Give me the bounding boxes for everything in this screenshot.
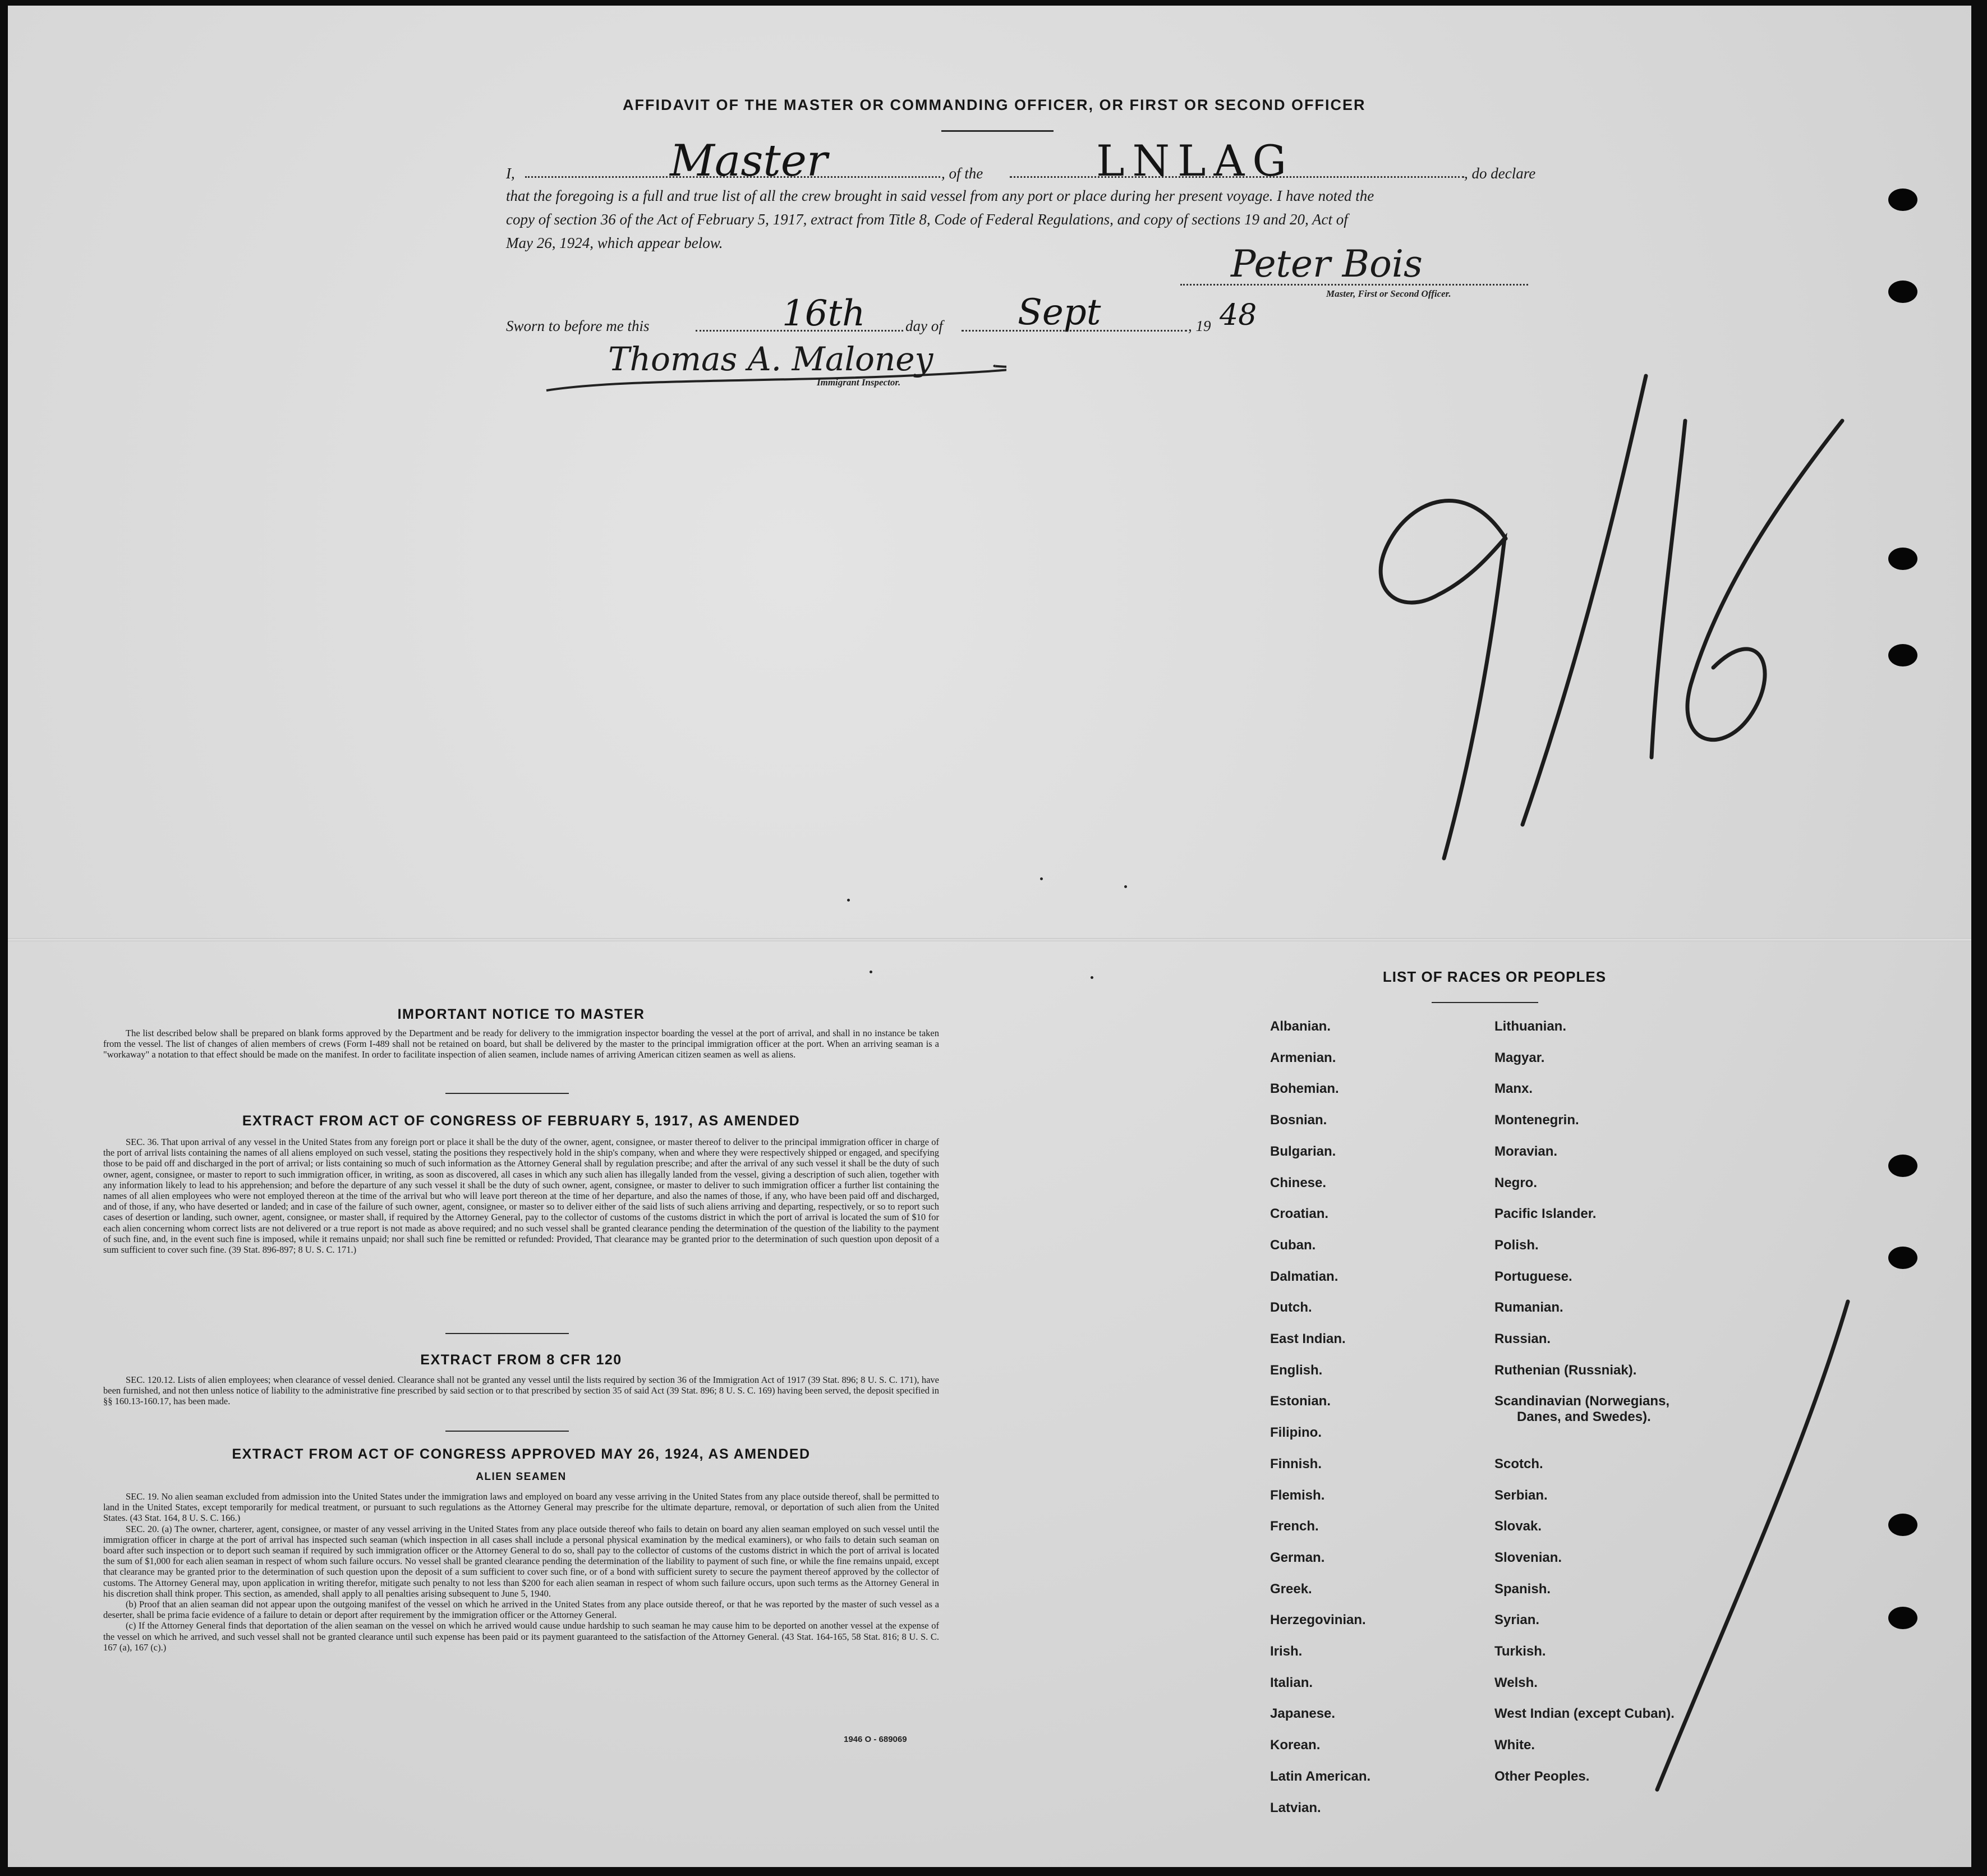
handwritten-annotation bbox=[1326, 353, 1865, 892]
race-item: Albanian. bbox=[1270, 1019, 1331, 1034]
race-item: Russian. bbox=[1494, 1331, 1551, 1346]
notice-body bbox=[103, 1028, 939, 1060]
extract-1917-body bbox=[103, 1137, 939, 1255]
binder-hole bbox=[1888, 1607, 1917, 1629]
extract-1924-body bbox=[103, 1491, 939, 1653]
section-20b-paragraph: (b) Proof that an alien seaman did not appear upon the outgoing manifest of the vessel on which he arrived in the United States from any place outside thereof, or that he was reported by the master of such vessel as a deserter, shall be prima facie evidence of a failure to detain or deport after requirement by the immigration officer or the Attorney General. bbox=[103, 1599, 939, 1621]
race-item: Portuguese. bbox=[1494, 1268, 1572, 1284]
extract-1924-title: EXTRACT FROM ACT OF CONGRESS APPROVED MAY 26, 1924, AS AMENDED bbox=[232, 1446, 811, 1462]
extract-1917-title: EXTRACT FROM ACT OF CONGRESS OF FEBRUARY 5, 1917, AS AMENDED bbox=[242, 1113, 801, 1129]
title-divider bbox=[941, 130, 1054, 132]
races-title: LIST OF RACES OR PEOPLES bbox=[1382, 968, 1607, 985]
notice-title: IMPORTANT NOTICE TO MASTER bbox=[397, 1006, 645, 1022]
race-item: Estonian. bbox=[1270, 1394, 1331, 1409]
races-divider bbox=[1432, 1002, 1538, 1003]
section-20c-paragraph: (c) If the Attorney General finds that deportation of the alien seaman on the vessel on which he arrived would cause undue hardship to such seaman he may cause him to be deported on another vessel at the expense of the vessel on which he arrived, and such vessel shall not be granted clearance until such expense has been paid or its payment guaranteed to the satisfaction of the Attorney General. (43 Stat. 164-165, 58 Stat. 816; 8 U. S. C. 167 (a), 167 (c).) bbox=[103, 1620, 939, 1653]
section-19-paragraph: SEC. 19. No alien seaman excluded from admission into the United States under the immigration laws and employed on board any vesse arriving in the United States from any place outside thereof, shall be permitted to land in the United States, except temporarily for medical treatment, or pursuant to such regulations as the Attorney General may prescribe for the ultimate departure, removal, or deportation of such alien from the United States. (43 Stat. 164, 8 U. S. C. 166.) bbox=[103, 1491, 939, 1524]
section-36-paragraph: SEC. 36. That upon arrival of any vessel in the United States from any foreign port or place it shall be the duty of the owner, agent, consignee, or master thereof to deliver to the principal immigration officer in charge of the port of arrival lists containing the names of all aliens employed on such vessel, stating the positions they respectively hold in the ship's company, when and where they were respectively shipped or engaged, and specifying those to be paid off and discharged in the port of arrival; or lists containing so much of such information as the Attorney General shall by regulation prescribe; and after the arrival of any such vessel it shall be the duty of such owner, agent, consignee, or master to report to such immigration officer, in writing, as soon as discovered, all cases in which any such alien has illegally landed from the vessel, giving a description of such alien, together with any information likely to lead to his apprehension; and before the departure of any such vessel it shall be the duty of such owner, agent, consignee, or master to deliver to such immigration officer a further list containing the names of all alien employees who were not employed thereon at the time of the arrival but who will leave port thereon at the time of her departure, and also the names of those, if any, who have been paid off and discharged, and of those, if any, who have deserted or landed; and in case of the failure of such owner, agent, consignee, or master so to deliver either of the said lists of such aliens arriving and departing, respectively, or so to report such cases of desertion or landing, such owner, agent, consignee, or master shall, if required by the Attorney General, pay to the collector of customs of the customs district in which the port of arrival is located the sum of $10 for each alien concerning whom correct lists are not delivered or a true report is not made as above required; and no such vessel shall be granted clearance pending the determination of the question of the liability to the payment of such fine, and, in the event such fine is imposed, while it remains unpaid; nor shall such fine be remitted or refunded: Provided, That clearance may be granted prior to the determination of such question upon deposit of a sum sufficient to cover such fine. (39 Stat. 896-897; 8 U. S. C. 171.) bbox=[103, 1137, 939, 1256]
race-item: West Indian (except Cuban). bbox=[1494, 1706, 1675, 1722]
document-page bbox=[8, 6, 1971, 1867]
race-item: Italian. bbox=[1270, 1675, 1313, 1690]
race-item: Chinese. bbox=[1270, 1175, 1327, 1190]
race-item: Moravian. bbox=[1494, 1143, 1558, 1159]
race-item: Syrian. bbox=[1494, 1612, 1540, 1628]
alien-seamen-subtitle: ALIEN SEAMEN bbox=[476, 1471, 567, 1483]
affidavit-line-4: May 26, 1924, which appear below. bbox=[506, 234, 723, 251]
race-item: Magyar. bbox=[1494, 1050, 1545, 1065]
speck bbox=[847, 899, 850, 902]
year-suffix: 48 bbox=[1220, 298, 1257, 332]
race-item: Latvian. bbox=[1270, 1800, 1321, 1815]
master-signature: Peter Bois bbox=[1231, 242, 1423, 286]
section-120-paragraph: SEC. 120.12. Lists of alien employees; when clearance of vessel denied. Clearance shall not be granted any vessel until the lists required by section 36 of the Immigration Act of 1917 (39 Stat. 896; 8 U. S. C. 171), have been furnished, and not then unless notice of liability to the administrative fine prescribed by said section or to that prescribed by section 35 of said Act (39 Stat. 896; 8 U. S. C. 169) having been served, the deposit specified in §§ 160.13-160.17, has been made. bbox=[103, 1374, 939, 1407]
race-item: White. bbox=[1494, 1737, 1535, 1753]
master-signature-line bbox=[1180, 284, 1528, 286]
speck bbox=[1091, 976, 1093, 979]
race-item: Montenegrin. bbox=[1494, 1112, 1579, 1128]
race-item: English. bbox=[1270, 1362, 1323, 1378]
race-item: Greek. bbox=[1270, 1581, 1312, 1597]
affidavit-title: AFFIDAVIT OF THE MASTER OR COMMANDING OFFICER, OR FIRST OR SECOND OFFICER bbox=[623, 96, 1366, 113]
race-item: Croatian. bbox=[1270, 1206, 1329, 1222]
master-caption: Master, First or Second Officer. bbox=[1326, 288, 1451, 299]
race-item: German. bbox=[1270, 1549, 1325, 1565]
print-code: 1946 O - 689069 bbox=[844, 1735, 907, 1744]
section-20a-paragraph: SEC. 20. (a) The owner, charterer, agent, consignee, or master of any vessel arriving in the United States from any place outside thereof who fails to detain on board any alien seaman employed on such vessel until the immigration officer in charge at the port of arrival has inspected such seaman (which inspection in all cases shall include a personal physical examination by the medical examiners), or who fails to detain such seaman on board after such inspection or to deport such seaman if required by such immigration officer or the Attorney General to do so, shall pay to the collector of customs of the customs district in which the port of arrival is located the sum of $1,000 for each alien seaman in respect of whom such failure occurs. No vessel shall be granted clearance pending the determination of the liability to payment of such fine, or while the fine remains unpaid, except that clearance may be granted prior to the determination of such question upon the deposit of a sum sufficient to cover such fine, or of a bond with sufficient surety to secure the payment thereof approved by the collector of customs. The Attorney General may, upon application in writing therefor, mitigate such penalty to not less than $200 for each alien seaman in respect of whom such failure occurs, upon such terms as the Attorney General in his discretion shall think proper. This section, as amended, shall apply to all penalties arising subsequent to June 5, 1940. bbox=[103, 1523, 939, 1599]
of-the-label: , of the bbox=[941, 165, 983, 182]
extract-cfr-body bbox=[103, 1374, 939, 1407]
race-item: Polish. bbox=[1494, 1237, 1539, 1253]
race-item: Other Peoples. bbox=[1494, 1768, 1590, 1784]
race-item: French. bbox=[1270, 1519, 1319, 1534]
binder-hole bbox=[1888, 188, 1917, 211]
race-item: Bohemian. bbox=[1270, 1081, 1339, 1097]
race-item: Armenian. bbox=[1270, 1050, 1336, 1065]
race-item: Manx. bbox=[1494, 1081, 1533, 1097]
inspector-caption: Immigrant Inspector. bbox=[817, 377, 901, 388]
inspector-signature: Thomas A. Maloney bbox=[608, 340, 933, 378]
race-item: Slovenian. bbox=[1494, 1549, 1562, 1565]
race-item: Slovak. bbox=[1494, 1519, 1542, 1534]
race-item: East Indian. bbox=[1270, 1331, 1346, 1346]
do-declare-label: , do declare bbox=[1464, 165, 1536, 182]
race-item: Pacific Islander. bbox=[1494, 1206, 1597, 1222]
binder-hole bbox=[1888, 1247, 1917, 1269]
speck bbox=[870, 971, 872, 973]
affidavit-line-2: that the foregoing is a full and true list of all the crew brought in said vessel from any port or place during her present voyage. I have noted the bbox=[506, 187, 1374, 204]
extract-cfr-divider bbox=[445, 1431, 569, 1432]
i-label: I, bbox=[506, 165, 515, 182]
race-item: Japanese. bbox=[1270, 1706, 1336, 1722]
sworn-label: Sworn to before me this bbox=[506, 318, 650, 334]
race-item: Korean. bbox=[1270, 1737, 1321, 1753]
binder-hole bbox=[1888, 1514, 1917, 1536]
extract-1917-divider bbox=[445, 1333, 569, 1334]
race-item: Finnish. bbox=[1270, 1456, 1322, 1472]
binder-hole bbox=[1888, 281, 1917, 303]
notice-paragraph: The list described below shall be prepared on blank forms approved by the Department and be ready for delivery to the immigration inspector boarding the vessel at the port of arrival, and shall in no instance be taken from the vessel. The list of changes of alien members of crews (Form I-489 shall not be retained on board, but shall be delivered by the master to the principal immigration officer at the port. When an arriving seaman is a "workaway" a notation to that effect should be made on the manifest. In order to facilitate inspection of alien seamen, include names of arriving American citizen seamen as well as aliens. bbox=[103, 1028, 939, 1060]
page-fold bbox=[8, 938, 1971, 941]
race-item: Dalmatian. bbox=[1270, 1268, 1339, 1284]
sworn-day: 16th bbox=[782, 293, 866, 334]
notice-divider bbox=[445, 1093, 569, 1094]
race-item: Spanish. bbox=[1494, 1581, 1551, 1597]
race-item: Negro. bbox=[1494, 1175, 1538, 1190]
year-prefix: , 19 bbox=[1188, 318, 1211, 334]
speck bbox=[1124, 885, 1127, 888]
race-item: Serbian. bbox=[1494, 1487, 1548, 1503]
speck bbox=[1040, 877, 1043, 880]
race-item: Lithuanian. bbox=[1494, 1019, 1566, 1034]
race-item: Filipino. bbox=[1270, 1425, 1322, 1441]
race-item: Scotch. bbox=[1494, 1456, 1543, 1472]
binder-hole bbox=[1888, 1155, 1917, 1177]
extract-cfr-title: EXTRACT FROM 8 CFR 120 bbox=[420, 1352, 622, 1368]
race-item: Scandinavian (Norwegians, bbox=[1494, 1394, 1670, 1409]
race-item: Welsh. bbox=[1494, 1675, 1538, 1690]
binder-hole bbox=[1888, 548, 1917, 570]
sworn-month: Sept bbox=[1018, 292, 1101, 333]
race-item: Cuban. bbox=[1270, 1237, 1316, 1253]
race-item: Flemish. bbox=[1270, 1487, 1325, 1503]
vessel-handwritten: LNLAG bbox=[1096, 136, 1295, 186]
race-item: Ruthenian (Russniak). bbox=[1494, 1362, 1637, 1378]
rank-handwritten: Master bbox=[670, 136, 828, 186]
race-item: Irish. bbox=[1270, 1644, 1303, 1659]
race-item: Herzegovinian. bbox=[1270, 1612, 1366, 1628]
race-item: Danes, and Swedes). bbox=[1517, 1409, 1651, 1425]
day-of-label: day of bbox=[905, 318, 943, 334]
race-item: Bosnian. bbox=[1270, 1112, 1327, 1128]
race-item: Dutch. bbox=[1270, 1300, 1312, 1316]
race-item: Bulgarian. bbox=[1270, 1143, 1336, 1159]
race-item: Turkish. bbox=[1494, 1644, 1546, 1659]
binder-hole bbox=[1888, 644, 1917, 666]
affidavit-line-3: copy of section 36 of the Act of February 5, 1917, extract from Title 8, Code of Federal Regulations, and copy of sections 19 and 20, Act of bbox=[506, 211, 1348, 228]
race-item: Latin American. bbox=[1270, 1768, 1371, 1784]
race-item: Rumanian. bbox=[1494, 1300, 1563, 1316]
